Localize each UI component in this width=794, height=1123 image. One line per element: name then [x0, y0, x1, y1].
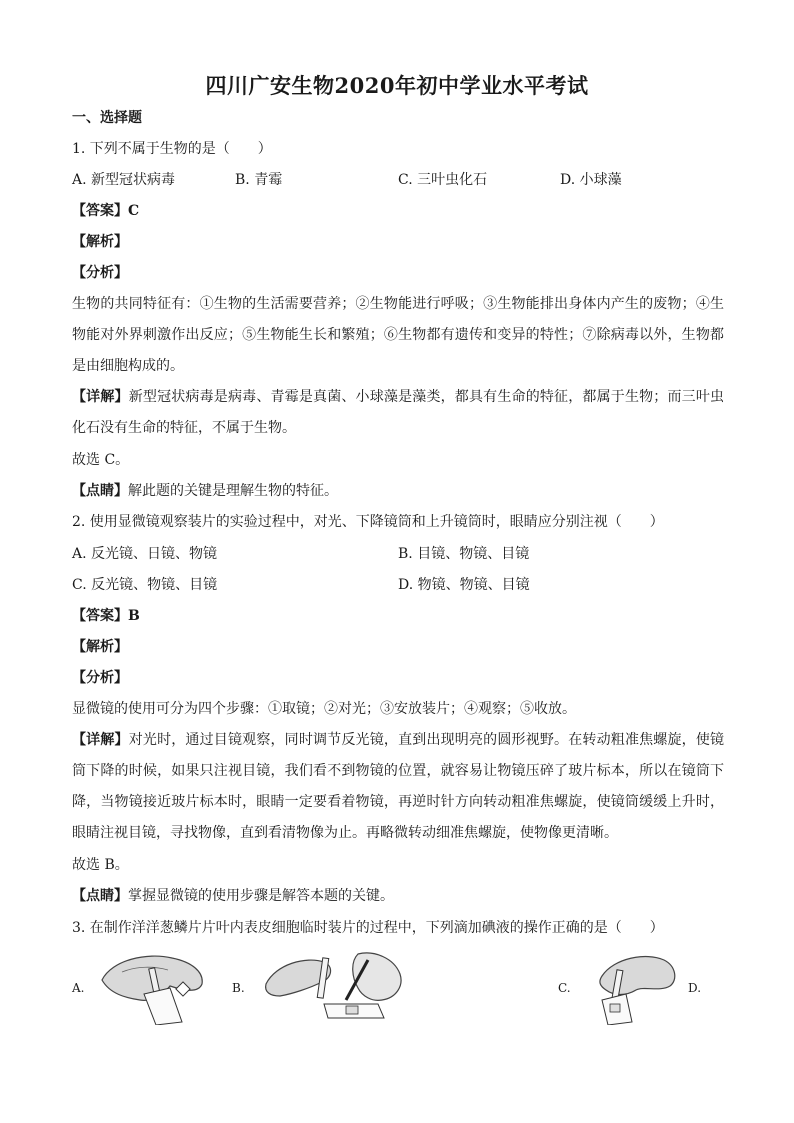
q1-stem: 1. 下列不属于生物的是（ ）	[72, 141, 272, 157]
xiangjie-tag: 【详解】	[72, 389, 129, 405]
q2-option-d: D. 物镜、物镜、目镜	[398, 577, 530, 593]
q2-stem: 2. 使用显微镜观察装片的实验过程中，对光、下降镜筒和上升镜筒时，眼睛应分别注视（ ）	[72, 514, 664, 530]
q1-option-d: D. 小球藻	[560, 172, 622, 188]
q2-dianjing	[72, 886, 394, 906]
q1-option-a: A. 新型冠状病毒	[72, 172, 176, 188]
dianjing-text: 掌握显微镜的使用步骤是解答本题的关键。	[128, 888, 394, 904]
q1-answer	[72, 201, 139, 221]
answer-tag: 【答案】	[72, 608, 128, 624]
answer-value: C	[128, 203, 140, 219]
q1-option-c: C. 三叶虫化石	[398, 172, 488, 188]
q3-label-a: A.	[72, 981, 85, 995]
q1-dianjing	[72, 481, 338, 501]
q1-fenxi-text: 生物的共同特征有：①生物的生活需要营养；②生物能进行呼吸；③生物能排出身体内产生的废物；④生物能对外界刺激作出反应；⑤生物能生长和繁殖；⑥生物都有遗传和变异的特性；⑦除病毒以外，生物都是由细胞构成的。	[72, 296, 724, 374]
q1-option-b: B. 青霉	[235, 172, 283, 188]
q1-xiangjie	[72, 382, 724, 444]
q3-figure-a	[92, 950, 212, 1025]
q2-option-b: B. 目镜、物镜、目镜	[398, 546, 530, 562]
q2-option-c: C. 反光镜、物镜、目镜	[72, 577, 218, 593]
q3-stem: 3. 在制作洋洋葱鳞片片叶内表皮细胞临时装片的过程中，下列滴加碘液的操作正确的是（ ）	[72, 920, 664, 936]
page-title: 四川广安生物2020年初中学业水平考试	[205, 73, 589, 98]
q2-jiexi-tag: 【解析】	[72, 639, 128, 655]
q3-label-d: D.	[688, 981, 702, 995]
dianjing-tag: 【点睛】	[72, 888, 128, 904]
q2-fenxi-text: 显微镜的使用可分为四个步骤：①取镜；②对光；③安放装片；④观察；⑤收放。	[72, 701, 576, 717]
q3-figure-b	[262, 948, 412, 1026]
q1-conclusion: 故选 C。	[72, 452, 130, 468]
q2-xiangjie	[72, 725, 724, 849]
q1-jiexi-tag: 【解析】	[72, 234, 128, 250]
xiangjie-text: 新型冠状病毒是病毒、青霉是真菌、小球藻是藻类，都具有生命的特征，都属于生物；而三叶虫化石没有生命的特征，不属于生物。	[72, 389, 725, 436]
q2-conclusion: 故选 B。	[72, 857, 129, 873]
q2-answer	[72, 606, 140, 626]
q3-label-b: B.	[232, 981, 245, 995]
answer-tag: 【答案】	[72, 203, 128, 219]
answer-value: B	[128, 608, 140, 624]
q3-label-c: C.	[558, 981, 571, 995]
q2-fenxi-tag: 【分析】	[72, 670, 128, 686]
q3-figure-c	[580, 950, 680, 1025]
xiangjie-text: 对光时，通过目镜观察，同时调节反光镜，直到出现明亮的圆形视野。在转动粗准焦螺旋，使镜筒下降的时候，如果只注视目镜，我们看不到物镜的位置，就容易让物镜压碎了玻片标本，所以在镜筒下降，当物镜接近玻片标本时，眼睛一定要看着物镜，再逆时针方向转动粗准焦螺旋，使镜筒缓缓上升时，眼睛注视目镜，寻找物像，直到看清物像为止。再略微转动细准焦螺旋，使物像更清晰。	[72, 732, 725, 841]
section-heading: 一、选择题	[72, 110, 142, 126]
dianjing-tag: 【点睛】	[72, 483, 128, 499]
xiangjie-tag: 【详解】	[72, 732, 129, 748]
dianjing-text: 解此题的关键是理解生物的特征。	[128, 483, 338, 499]
q2-option-a: A. 反光镜、日镜、物镜	[72, 546, 218, 562]
q1-fenxi-tag: 【分析】	[72, 265, 128, 281]
